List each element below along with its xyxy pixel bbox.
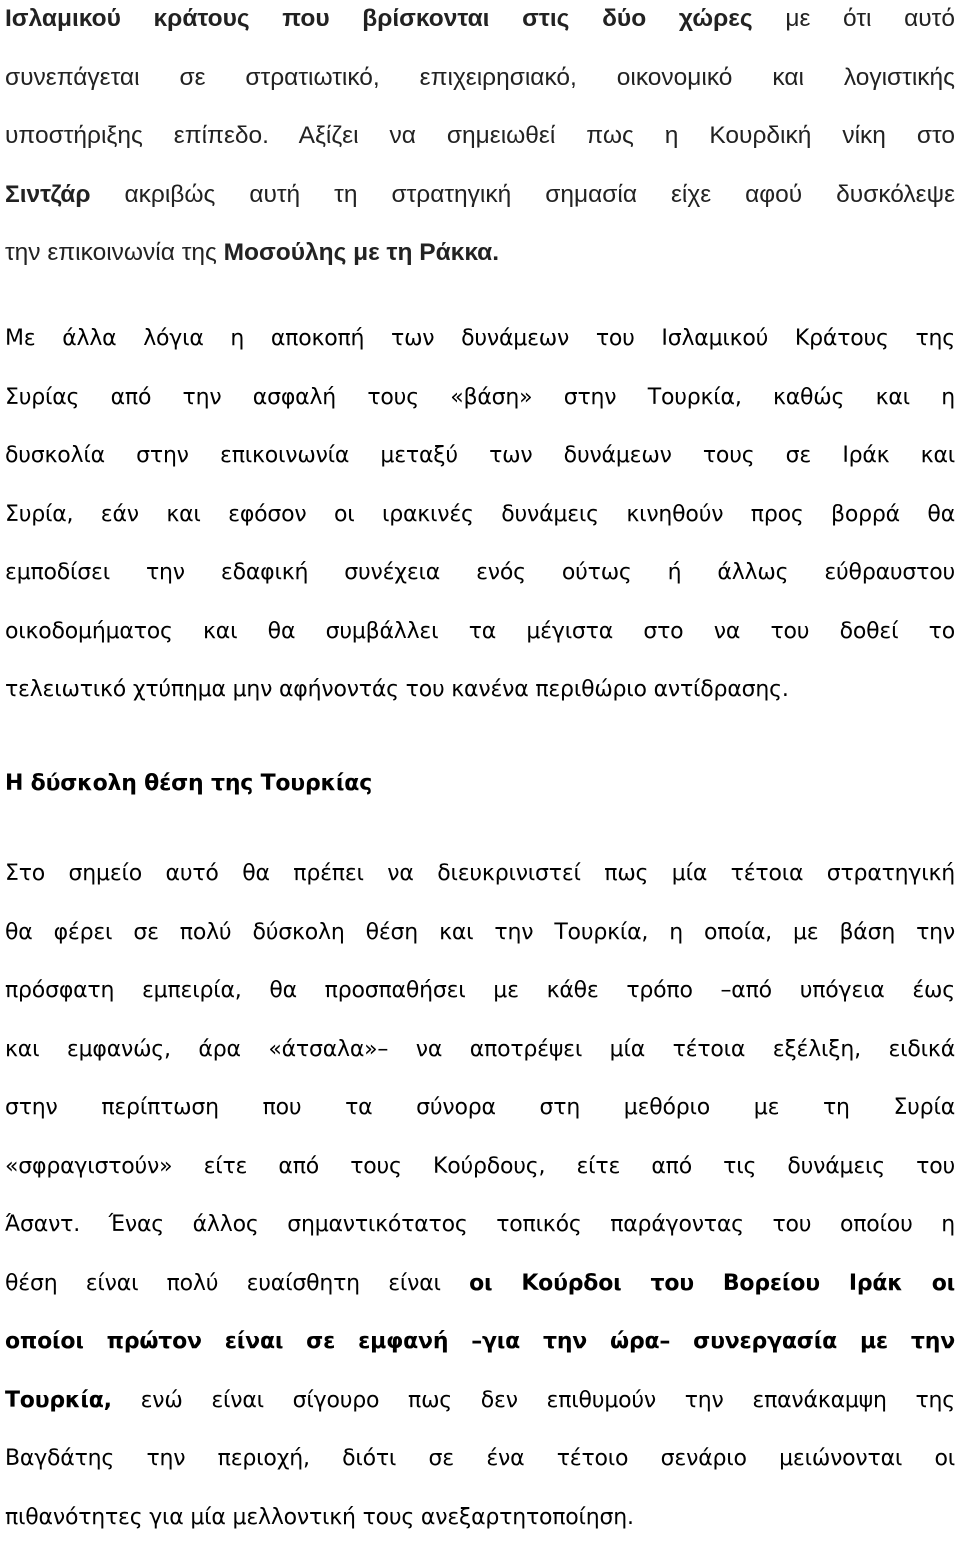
- text-line: πρόσφατη εμπειρία, θα προσπαθήσει με κάθε τρόπο –από υπόγεια έως: [5, 962, 955, 1021]
- bold-phrase: Μοσούλης με τη Ράκκα.: [224, 239, 499, 266]
- section-heading: Η δύσκολη θέση της Τουρκίας: [5, 755, 372, 814]
- text-line: [5, 224, 955, 283]
- paragraph-2: [5, 310, 955, 720]
- text-line: [5, 1313, 955, 1372]
- text-line: [5, 166, 955, 225]
- text-line: δυσκολία στην επικοινωνία μεταξύ των δυνάμεων τους σε Ιράκ και: [5, 427, 955, 486]
- text-line: στην περίπτωση που τα σύνορα στη μεθόριο με τη Συρία: [5, 1079, 955, 1138]
- bold-phrase: Σιντζάρ: [5, 181, 91, 208]
- paragraph-3: [5, 845, 955, 1547]
- text-line: και εμφανώς, άρα «άτσαλα»– να αποτρέψει μία τέτοια εξέλιξη, ειδικά: [5, 1021, 955, 1080]
- paragraph-1: [5, 0, 955, 283]
- text-line: πιθανότητες για μία μελλοντική τους ανεξαρτητοποίηση.: [5, 1489, 955, 1547]
- text-line: υποστήριξης επίπεδο. Αξίζει να σημειωθεί πως η Κουρδική νίκη στο: [5, 107, 955, 166]
- text-run: θέση είναι πολύ ευαίσθητη είναι: [5, 1271, 469, 1296]
- text-run: με ότι αυτό: [753, 5, 955, 32]
- text-line: Βαγδάτης την περιοχή, διότι σε ένα τέτοιο σενάριο μειώνονται οι: [5, 1430, 955, 1489]
- text-line: τελειωτικό χτύπημα μην αφήνοντάς του κανένα περιθώριο αντίδρασης.: [5, 661, 955, 720]
- bold-phrase: Ισλαμικού κράτους που βρίσκονται στις δύο χώρες: [5, 5, 753, 32]
- text-run: την επικοινωνία της: [5, 239, 224, 266]
- text-line: [5, 1255, 955, 1314]
- bold-phrase: Τουρκία,: [5, 1388, 112, 1413]
- text-line: Άσαντ. Ένας άλλος σημαντικότατος τοπικός παράγοντας του οποίου η: [5, 1196, 955, 1255]
- text-line: θα φέρει σε πολύ δύσκολη θέση και την Τουρκία, η οποία, με βάση την: [5, 904, 955, 963]
- text-run: ακριβώς αυτή τη στρατηγική σημασία είχε αφού δυσκόλεψε: [91, 181, 955, 208]
- text-run: ενώ είναι σίγουρο πως δεν επιθυμούν την επανάκαμψη της: [112, 1388, 955, 1413]
- text-line: οικοδομήματος και θα συμβάλλει τα μέγιστα στο να του δοθεί το: [5, 603, 955, 662]
- text-line: Συρία, εάν και εφόσον οι ιρακινές δυνάμεις κινηθούν προς βορρά θα: [5, 486, 955, 545]
- text-line: «σφραγιστούν» είτε από τους Κούρδους, είτε από τις δυνάμεις του: [5, 1138, 955, 1197]
- text-line: Συρίας από την ασφαλή τους «βάση» στην Τουρκία, καθώς και η: [5, 369, 955, 428]
- text-line: συνεπάγεται σε στρατιωτικό, επιχειρησιακό, οικονομικό και λογιστικής: [5, 49, 955, 108]
- text-line: [5, 0, 955, 49]
- text-line: [5, 1372, 955, 1431]
- text-line: Στο σημείο αυτό θα πρέπει να διευκρινιστεί πως μία τέτοια στρατηγική: [5, 845, 955, 904]
- bold-phrase: οι Κούρδοι του Βορείου Ιράκ οι: [469, 1271, 955, 1296]
- text-line: Με άλλα λόγια η αποκοπή των δυνάμεων του Ισλαμικού Κράτους της: [5, 310, 955, 369]
- text-line: εμποδίσει την εδαφική συνέχεια ενός ούτως ή άλλως εύθραυστου: [5, 544, 955, 603]
- bold-phrase: οποίοι πρώτον είναι σε εμφανή –για την ώρα– συνεργασία με την: [5, 1329, 955, 1354]
